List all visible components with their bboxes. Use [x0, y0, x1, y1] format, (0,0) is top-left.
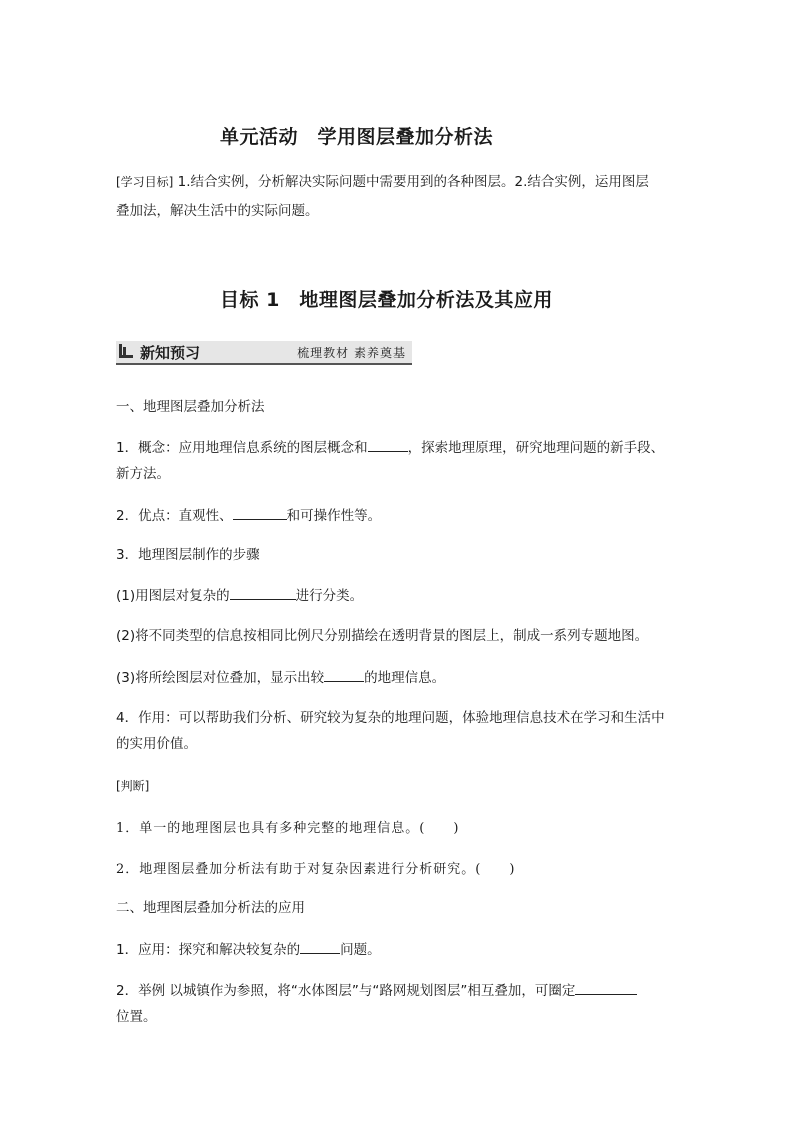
part1-step3: [116, 667, 445, 688]
fill-blank[interactable]: [324, 667, 364, 682]
book-icon: [119, 344, 133, 358]
step1-text-pre: (1)用图层对复杂的: [116, 588, 230, 604]
item1-text-post: ，探索地理原理，研究地理问题的新手段、: [407, 440, 665, 456]
p2-item1-text-pre: 1．应用：探究和解决较复杂的: [116, 942, 301, 958]
objectives-line1: 1.结合实例，分析解决实际问题中需要用到的各种图层。2.结合实例，运用图层: [177, 174, 649, 190]
part2-item2-line2: 位置。: [116, 1009, 157, 1025]
judge-tag: [判断]: [116, 779, 150, 793]
part1-step1: [116, 585, 363, 606]
step3-text-post: 的地理信息。: [364, 670, 446, 686]
learning-objectives: [116, 172, 649, 192]
main-title: 单元活动 学用图层叠加分析法: [220, 126, 494, 148]
goal-title: 目标 1 地理图层叠加分析法及其应用: [220, 289, 553, 311]
fill-blank[interactable]: [368, 437, 408, 452]
part1-step2: (2)将不同类型的信息按相同比例尺分别描绘在透明背景的图层上，制成一系列专题地图。: [116, 628, 649, 644]
step3-text-pre: (3)将所绘图层对位叠加，显示出较: [116, 670, 325, 686]
p2-item1-text-post: 问题。: [340, 942, 381, 958]
part1-item1: [116, 437, 664, 458]
objectives-line2: 叠加法，解决生活中的实际问题。: [116, 203, 319, 219]
fill-blank[interactable]: [300, 939, 340, 954]
section-title: 新知预习: [140, 344, 201, 362]
part1-item3: 3．地理图层制作的步骤: [116, 547, 260, 563]
p2-item2-text: 2．举例 以城镇作为参照，将“水体图层”与“路网规划图层”相互叠加，可圈定: [116, 983, 576, 999]
part1-item1-line2: 新方法。: [116, 466, 170, 482]
objectives-tag: [学习目标]: [116, 175, 174, 189]
part1-heading: 一、地理图层叠加分析法: [116, 399, 265, 415]
part1-item4: 4．作用：可以帮助我们分析、研究较为复杂的地理问题，体验地理信息技术在学习和生活中: [116, 710, 665, 726]
part1-item2: [116, 505, 381, 526]
item2-text-post: 和可操作性等。: [286, 508, 382, 524]
section-subtitle: 梳理教材 素养奠基: [297, 346, 406, 360]
section-bar: [116, 341, 412, 365]
judge-q1: 1．单一的地理图层也具有多种完整的地理信息。( ): [116, 821, 460, 836]
step1-text-post: 进行分类。: [295, 588, 364, 604]
part2-heading: 二、地理图层叠加分析法的应用: [116, 900, 305, 916]
part2-item1: [116, 939, 381, 960]
judge-q2: 2．地理图层叠加分析法有助于对复杂因素进行分析研究。( ): [116, 862, 516, 877]
fill-blank[interactable]: [575, 980, 637, 995]
part1-item4-line2: 的实用价值。: [116, 736, 197, 752]
item1-text-pre: 1．概念：应用地理信息系统的图层概念和: [116, 440, 368, 456]
item2-text-pre: 2．优点：直观性、: [116, 508, 233, 524]
part2-item2: [116, 980, 637, 1001]
fill-blank[interactable]: [233, 505, 287, 520]
fill-blank[interactable]: [230, 585, 296, 600]
